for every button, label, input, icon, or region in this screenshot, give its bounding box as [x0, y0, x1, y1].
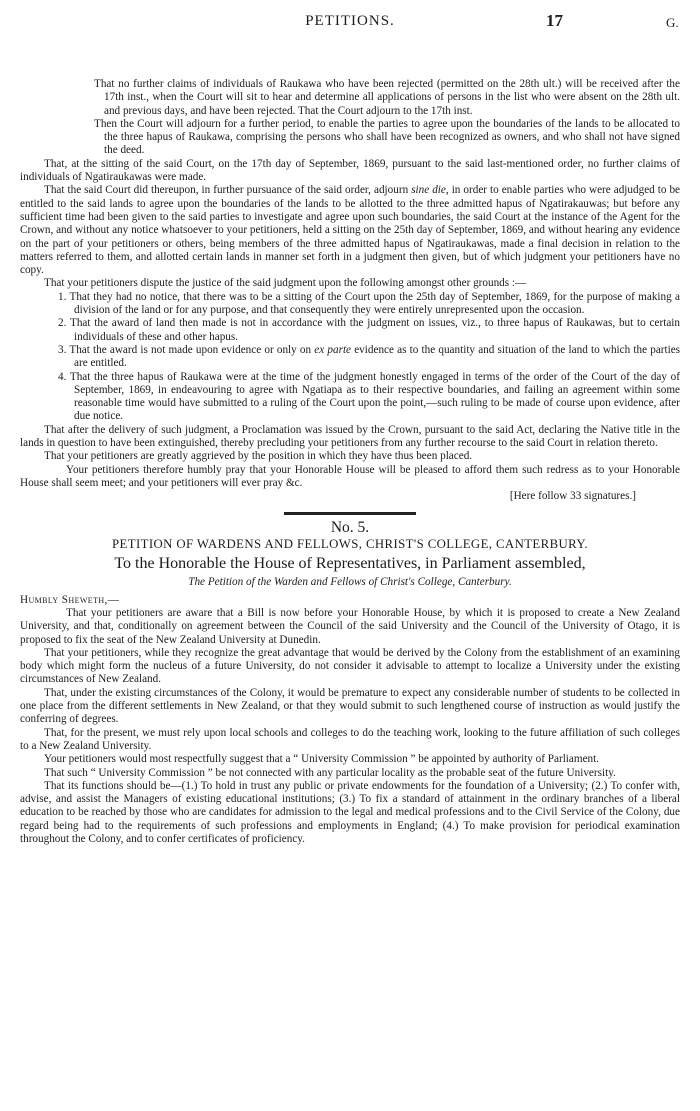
paragraph-advantage: That your petitioners, while they recognize the great advantage that would be derived by the Colony from the establishment of an examining body which might form the nucleus of a future University, do not consider it advisable to attempt to localize a University under the existing circumstances of New Zealand. [20, 646, 680, 686]
paragraph-sitting: That, at the sitting of the said Court, on the 17th day of September, 1869, pursuant to the said last-mentioned order, no further claims of individuals of Ngatiraukawas were made. [20, 157, 680, 184]
paragraph-sine-die-text-b: in order to enable parties who were adjudged to be entitled to the said lands to agree upon the boundaries of the lands to be allotted to the three admitted hapus of Ngatirakauwas; but before any sufficient time had been given to the said parties to investigate and agree upon such boundaries, the said Court at the instance of the Agent for the Crown, and without any notice whatsoever to your petitioners, held a sitting on the 25th day of September, 1869, and without hearing any evidence on the part of your petitioners or others, being members of the three admitted hapus of Ngatiraukawas, made a final decision in relation to the matters referred to them, and allotted certain lands in manner set forth in a judgment then given, but of which judgment your petitioners have no copy. [20, 184, 681, 277]
list-item-3-italic: ex parte [314, 343, 352, 356]
page-title: PETITIONS. [305, 13, 395, 29]
paragraph-sine-die [20, 184, 680, 277]
paragraph-aggrieved: That your petitioners are greatly aggrieved by the position in which they have thus been placed. [44, 450, 473, 463]
paragraph-proclamation: That after the delivery of such judgment, a Proclamation was issued by the Crown, pursuant to the said Act, declaring the Native title in the lands in question to have been extinguished, thereby precluding your petitioners from any further recourse to the said Court in relation thereto. [20, 423, 680, 450]
paragraph-local-schools: That, for the present, we must rely upon local schools and colleges to do the teaching work, looking to the future affiliation of such colleges to a New Zealand University. [20, 726, 680, 752]
paragraph-premature: That, under the existing circumstances of the Colony, it would be premature to expect any considerable number of students to be collected in one place from the different settlements in New Zealand, or that they would submit to such lengthened course of instruction as would justify the conferring of degrees. [20, 686, 680, 726]
paragraph-not-connected: That such “ University Commission ” be not connected with any particular locality as the probable seat of the future University. [44, 766, 616, 779]
paragraph-no-further-claims: That no further claims of individuals of Raukawa who have been rejected (permitted on the 28th ult.) will be received after the 17th inst., when the Court will sit to hear and determine all applications of persons in the list who were absent on the 28th ult. and previous days, and have been rejected. That the Court adjourn to the 17th inst. [94, 78, 680, 117]
paragraph-functions: That its functions should be—(1.) To hold in trust any public or private endowments for the foundation of a University; (2.) To confer with, advise, and assist the Managers of existing educational institutions; (3.) To fix a standard of attainment in the ordinary branches of a liberal education to be reached by those who are candidates for admission to the legal and medical professions and to the Civil Service of the Colony, due regard being had to the requirements of such professions and employments in England; (4.) To make provision for periodical examination throughout the Colony, and to confer certificates of proficiency. [20, 779, 680, 846]
list-item-1: 1. That they had no notice, that there was to be a sitting of the Court upon the 25th day of September, 1869, for the purpose of making a division of the land or for any purpose, and that consequently they were entirely unrepresented upon the occasion. [58, 290, 680, 317]
section-title: PETITION OF WARDENS AND FELLOWS, CHRIST'S COLLEGE, CANTERBURY. [112, 536, 588, 551]
paragraph-commission: Your petitioners would most respectfully suggest that a “ University Commission ” be appointed by authority of Parliament. [44, 753, 600, 766]
paragraph-sine-die-text-a: That the said Court did thereupon, in further pursuance of the said order, adjourn [44, 184, 409, 197]
paragraph-sine-die-italic: sine die, [411, 184, 449, 197]
list-item-3 [20, 344, 680, 371]
section-divider [284, 512, 416, 515]
list-item-2: 2. That the award of land then made is not in accordance with the judgment on issues, viz., to three hapus of Raukawas, but to certain individuals of these and other hapus. [58, 317, 680, 343]
page-number: 17 [546, 11, 563, 30]
paragraph-bill: That your petitioners are aware that a Bill is now before your Honorable House, by which it is proposed to create a New Zealand University, and that, conditionally on agreement between the Council of the said University and the Council of the University of Otago, it is proposed to fix the seat of the New Zealand University at Dunedin. [20, 606, 680, 646]
list-item-4: 4. That the three hapus of Raukawa were at the time of the judgment honestly engaged in terms of the order of the Court of the day of September, 1869, in endeavouring to agree with Ngatiapa as to their respective boundaries, and failing an agreement within some reasonable time would have submitted to a ruling of the Court upon the point,—such ruling to be made of course upon evidence, after due notice. [58, 370, 680, 423]
paragraph-prayer: Your petitioners therefore humbly pray that your Honorable House will be pleased to afford them such redress as to your Honorable House shall seem meet; and your petitioners will ever pray &c. [20, 463, 680, 489]
document-body [20, 78, 680, 846]
paragraph-dispute: That your petitioners dispute the justice of the said judgment upon the following amongst other grounds :— [44, 277, 527, 290]
petition-address: To the Honorable the House of Representatives, in Parliament assembled, [114, 555, 586, 573]
margin-letter: G. [666, 15, 679, 30]
running-header [0, 13, 700, 35]
section-number: No. 5. [330, 518, 370, 536]
salutation: Humbly Sheweth,— [20, 593, 120, 606]
paragraph-court-adjourn: Then the Court will adjourn for a further period, to enable the parties to agree upon the boundaries of the lands to be allocated to the three hapus of Raukawa, comprising the persons who shall have been recognized as owners, and who shall not have signed the deed. [94, 117, 680, 157]
list-item-3-text-b: evidence as to the quantity and situation of the land to which the parties are entitled. [74, 343, 681, 370]
petition-subtitle: The Petition of the Warden and Fellows of Christ's College, Canterbury. [188, 576, 512, 589]
list-item-3-text-a: 3. That the award is not made upon evidence or only on [58, 343, 312, 356]
signatures-note: [Here follow 33 signatures.] [509, 490, 636, 503]
